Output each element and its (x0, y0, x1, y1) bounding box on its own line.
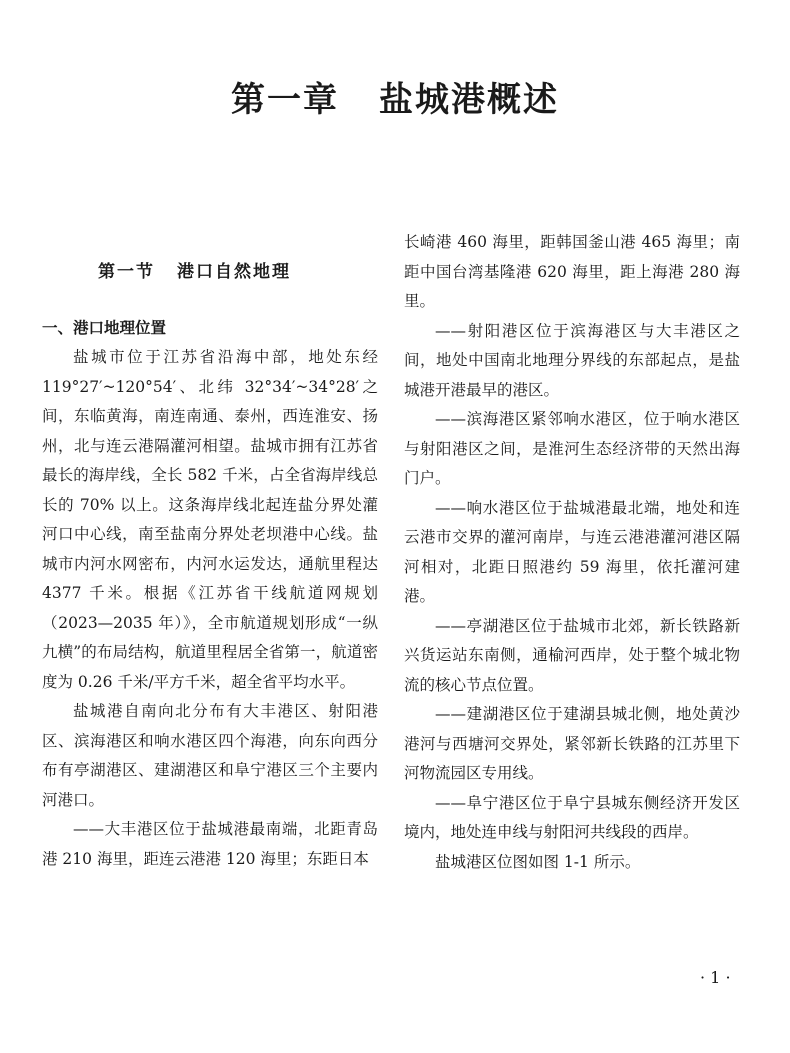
paragraph: ——响水港区位于盐城港最北端，地处和连云港市交界的灌河南岸，与连云港港灌河港区隔河相对，北距日照港约 59 海里，依托灌河建港。 (404, 498, 740, 605)
left-column (42, 228, 378, 874)
paragraph: ——大丰港区位于盐城港最南端，北距青岛港 210 海里，距连云港港 120 海里；东距日本 (42, 820, 378, 868)
page-number: · 1 · (700, 968, 731, 987)
subsection-title: 一、港口地理位置 (42, 318, 167, 337)
paragraph: ——阜宁港区位于阜宁县城东侧经济开发区境内，地处连申线与射阳河共线段的西岸。 (404, 793, 740, 841)
section-number: 第一节 (98, 262, 155, 282)
paragraph: 盐城港区位图如图 1-1 所示。 (435, 852, 641, 871)
section-name: 港口自然地理 (177, 262, 291, 282)
paragraph: ——建湖港区位于建湖县城北侧，地处黄沙港河与西塘河交界处，紧邻新长铁路的江苏里下河物流园区专用线。 (404, 705, 740, 782)
paragraph: ——射阳港区位于滨海港区与大丰港区之间，地处中国南北地理分界线的东部起点，是盐城港开港最早的港区。 (404, 321, 740, 399)
chapter-number: 第一章 (231, 80, 339, 120)
paragraph: 盐城市位于江苏省沿海中部，地处东经 119°27′~120°54′、北纬 32°34′~34°28′之间，东临黄海，南连南通、泰州，西连淮安、扬州，北与连云港隔灌河相望。盐城市拥有江苏省最长的海岸线，全长 582 千米，占全省海岸线总长的 70% 以上。这条海岸线北起连盐分界处灌河口中心线，南至盐南分界处老坝港中心线。盐城市内河水网密布，内河水运发达，通航里程达 4377 千米。根据《江苏省干线航道网规划（2023—2035 年）》，全市航道规划形成“一纵九横”的布局结构，航道里程居全省第一，航道密度为 0.26 千米/平方千米，超全省平均水平。 (42, 348, 378, 691)
chapter-title (0, 72, 790, 121)
paragraph: 盐城港自南向北分布有大丰港区、射阳港区、滨海港区和响水港区四个海港，向东向西分布有亭湖港区、建湖港区和阜宁港区三个主要内河港口。 (42, 702, 378, 809)
paragraph: ——亭湖港区位于盐城市北郊，新长铁路新兴货运站东南侧，通榆河西岸，处于整个城北物流的核心节点位置。 (404, 616, 740, 694)
right-column (404, 228, 740, 877)
chapter-name: 盐城港概述 (379, 80, 559, 120)
section-title (42, 258, 378, 288)
paragraph-continuation: 长崎港 460 海里，距韩国釜山港 465 海里；南距中国台湾基隆港 620 海里，距上海港 280 海里。 (404, 233, 740, 310)
paragraph: ——滨海港区紧邻响水港区，位于响水港区与射阳港区之间，是淮河生态经济带的天然出海门户。 (404, 410, 740, 487)
